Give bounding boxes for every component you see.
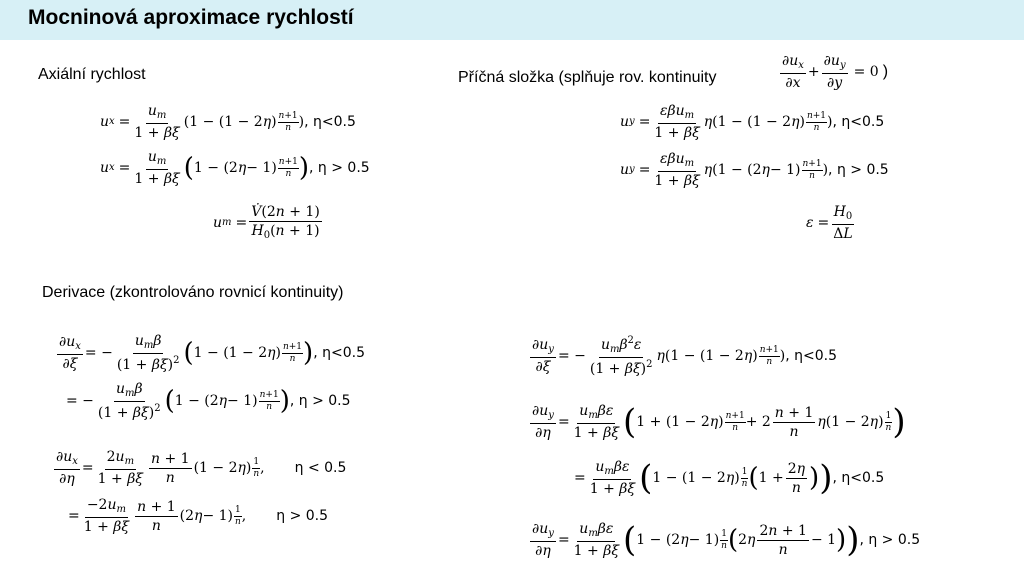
eq-uy-gt: u y = $\frac{\varepsilon\beta u_m}{1 + \beta\xi}$ η (1 − (2 η − 1) $\frac{n+1}{n}$ ) , η > 0.5	[620, 151, 889, 189]
eq-duy-deta-expand: $\frac{\partial u_y}{\partial\eta}$ = $\frac{u_m\beta\varepsilon}{1 + \beta\xi}$ ( 1 + (1 − 2 η ) $\frac{n+1}{n}$ + 2 $\frac{n + 1}{n}$ η (1 − 2 η ) $\frac{1}{n}$ )	[532, 402, 906, 442]
continuity-rhs: = 0	[853, 64, 879, 80]
cond-uy-gt: , η > 0.5	[828, 162, 889, 178]
eq-dux-dxi-gt: = − $\frac{u_m\beta}{(1 + \beta\xi)^2}$ ( 1 − (2 η − 1) $\frac{n+1}{n}$ ) , η > 0.5	[66, 381, 351, 421]
continuity-equation: $\frac{\partial u_x}{\partial x}$ + $\frac{\partial u_y}{\partial y}$ = 0 )	[782, 53, 889, 91]
cond-duy-deta-lt: , η<0.5	[832, 470, 885, 486]
cond-dux-dxi-lt: , η<0.5	[313, 345, 365, 361]
eq-um: u m = $\frac{V̇(2n + 1)}{H_0(n + 1)}$	[213, 204, 320, 241]
eq-ux-gt: u x = $\frac{u_m}{1 + \beta\xi}$ ( 1 − (2 η − 1) $\frac{n+1}{n}$ ) , η > 0.5	[100, 149, 370, 187]
page-title: Mocninová aproximace rychlostí	[28, 6, 354, 29]
cond-duy-deta-gt: , η > 0.5	[859, 532, 921, 548]
eq-duy-deta-lt: = $\frac{u_m\beta\varepsilon}{1 + \beta\xi}$ ( 1 − (1 − 2 η ) $\frac{1}{n}$ ( 1 + $\frac{2\eta}{n}$ ) ) , η<0.5	[574, 458, 885, 498]
eq-ux-lt: u x = $\frac{u_m}{1 + \beta\xi}$ (1 − (1 − 2 η ) $\frac{n+1}{n}$ ) , η<0.5	[100, 103, 356, 141]
heading-transverse: Příčná složka (splňuje rov. kontinuity	[458, 69, 717, 86]
title-bar	[0, 0, 1024, 40]
heading-derivatives: Derivace (zkontrolováno rovnicí kontinuity)	[42, 284, 344, 301]
cond-dux-dxi-gt: , η > 0.5	[289, 393, 351, 409]
cond-uy-lt: , η<0.5	[832, 114, 885, 130]
heading-axial: Axiální rychlost	[38, 66, 146, 83]
cond-ux-gt: , η > 0.5	[309, 160, 370, 176]
heading-transverse-close: )	[882, 63, 889, 80]
eq-uy-lt: u y = $\frac{\varepsilon\beta u_m}{1 + \beta\xi}$ η (1 − (1 − 2 η ) $\frac{n+1}{n}$ ) , η<0.5	[620, 103, 885, 141]
eq-dux-deta-gt: = $\frac{-2u_m}{1 + \beta\xi}$ $\frac{n + 1}{n}$ (2 η − 1) $\frac{1}{n}$ , η > 0.5	[68, 497, 329, 535]
cond-duy-dxi: , η<0.5	[785, 348, 838, 364]
cond-dux-deta-lt: η < 0.5	[294, 460, 347, 476]
eq-duy-dxi: $\frac{\partial u_y}{\partial\xi}$ = − $\frac{u_m\beta^2\varepsilon}{(1 + \beta\xi)^2}$ η (1 − (1 − 2 η ) $\frac{n+1}{n}$ ) , η<0.5	[532, 335, 838, 377]
eq-dux-deta-lt: $\frac{\partial u_x}{\partial\eta}$ = $\frac{2u_m}{1 + \beta\xi}$ $\frac{n + 1}{n}$ (1 − 2 η ) $\frac{1}{n}$ , η < 0.5	[56, 449, 347, 487]
eq-epsilon: ε = $\frac{H_0}{\Delta L}$	[806, 204, 853, 242]
cond-dux-deta-gt: η > 0.5	[276, 508, 329, 524]
eq-dux-dxi-lt: $\frac{\partial u_x}{\partial\xi}$ = − $\frac{u_m\beta}{(1 + \beta\xi)^2}$ ( 1 − (1 − 2 η ) $\frac{n+1}{n}$ ) , η<0.5	[59, 333, 365, 373]
eq-duy-deta-gt: $\frac{\partial u_y}{\partial\eta}$ = $\frac{u_m\beta\varepsilon}{1 + \beta\xi}$ ( 1 − (2 η − 1) $\frac{1}{n}$ ( 2 η $\frac{2n + 1}{n}$ − 1 ) ) , η > 0.5	[532, 520, 921, 560]
cond-ux-lt: , η<0.5	[304, 114, 356, 130]
